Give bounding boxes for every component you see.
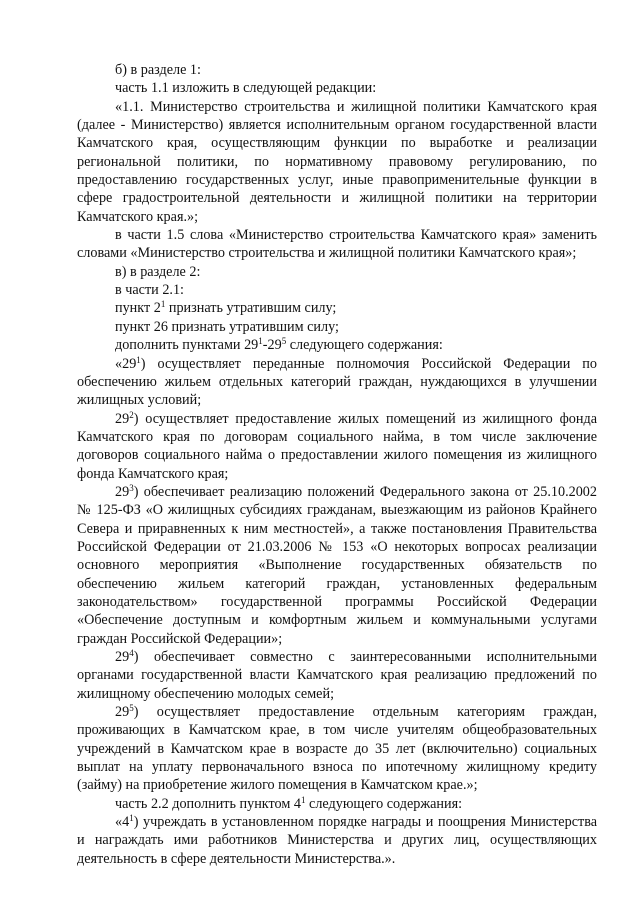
paragraph [77,79,597,97]
paragraph [77,813,597,868]
paragraph [77,61,597,79]
paragraph-text: 29 [115,704,130,721]
paragraph-text: 29 [115,410,130,427]
paragraph [77,263,597,281]
paragraph [77,410,597,483]
paragraph-text: в части 1.5 слова «Министерство строительства Камчатского края» заменить словами «Министерство строительства и жилищной политики Камчатского края»; [77,227,597,262]
paragraph [77,98,597,226]
superscript-index: 1 [258,336,263,347]
document-body [77,61,597,868]
paragraph-text: -29 [262,337,282,354]
superscript-index: 1 [136,354,141,365]
superscript-index: 4 [129,648,134,658]
paragraph-text: «4 [115,814,130,831]
paragraph-text: пункт 2 [115,300,161,317]
paragraph-text: в части 2.1: [115,282,184,299]
superscript-index: 1 [300,794,306,805]
paragraph-text: ) обеспечивает реализацию положений Федерального закона от 25.10.2002 № 125-ФЗ «О жилищных субсидиях гражданам, выезжающим из районов Крайнего Севера и приравненных к ним местностей», а также постановления Правительства Российской Федерации от 21.03.2006 № 153 «О некоторых вопросах реализации основного мероприятия «Выполнение государственных обязательств по обеспечению жильем категорий граждан, установленных федеральным законодательством» государственной программы Российской Федерации «Обеспечение доступным и комфортным жильем и коммунальными услугами граждан Российской Федерации»; [77,483,597,647]
paragraph [77,318,597,336]
paragraph-text: ) осуществляет предоставление отдельным категориям граждан, проживающих в Камчатском крае, в том числе учителям общеобразовательных учреждений в Камчатском крае в возрасте до 35 лет (включительно) социальных выплат на уплату первоначального взноса по ипотечному жилищному кредиту (займу) на приобретение жилого помещения в Камчатском крае.»; [77,704,597,794]
paragraph-text: ) обеспечивает совместно с заинтересованными исполнительными органами государственной власти Камчатского края реализацию предложений по жилищному обеспечению молодых семей; [77,649,597,702]
paragraph [77,648,597,703]
paragraph-text: в) в разделе 2: [115,263,201,280]
paragraph [77,483,597,648]
superscript-index: 5 [281,336,287,347]
paragraph [77,336,597,354]
paragraph-text: пункт 26 признать утратившим силу; [115,318,339,335]
paragraph-text: 29 [115,649,130,665]
paragraph-text: «1.1. Министерство строительства и жилищной политики Камчатского края (далее - Министерство) является исполнительным органом государственной власти Камчатского края, осуществляющим функции по выработке и реализации региональной политики, по нормативному правовому регулированию, по предоставлению государственных услуг, иные правоприменительные функции в сфере градостроительной деятельности и жилищной политики на территории Камчатского края.»; [77,98,597,225]
paragraph-text: ) осуществляет переданные полномочия Российской Федерации по обеспечению жильем отдельных категорий граждан, нуждающихся в улучшении жилищных условий; [77,355,597,409]
paragraph-text: признать утратившим силу; [165,300,337,317]
paragraph-text: следующего содержания: [286,337,443,354]
superscript-index: 2 [129,409,134,420]
superscript-index: 3 [129,482,134,493]
paragraph [77,226,597,263]
paragraph-text: дополнить пунктами 29 [115,337,259,354]
paragraph-text: б) в разделе 1: [115,62,201,78]
paragraph-text: следующего содержания: [305,795,463,812]
paragraph [77,355,597,410]
superscript-index: 1 [160,299,166,310]
paragraph-text: ) осуществляет предоставление жилых помещений из жилищного фонда Камчатского края по договорам социального найма, в том числе заключение договоров социального найма о предоставлении жилого помещения из жилищного фонда Камчатского края; [77,410,597,482]
superscript-index: 1 [129,813,134,824]
paragraph [77,795,597,813]
paragraph-text: 29 [115,483,130,500]
paragraph-text: ) учреждать в установленном порядке награды и поощрения Министерства и награждать ими работников Министерства и других лиц, осуществляющих деятельность в сфере деятельности Министерства.». [77,814,597,867]
paragraph [77,703,597,795]
superscript-index: 5 [129,703,134,714]
paragraph-text: «29 [115,355,137,372]
paragraph [77,281,597,299]
paragraph [77,299,597,317]
paragraph-text: часть 1.1 изложить в следующей редакции: [115,80,377,97]
paragraph-text: часть 2.2 дополнить пунктом 4 [115,795,301,812]
document-page [77,61,597,868]
